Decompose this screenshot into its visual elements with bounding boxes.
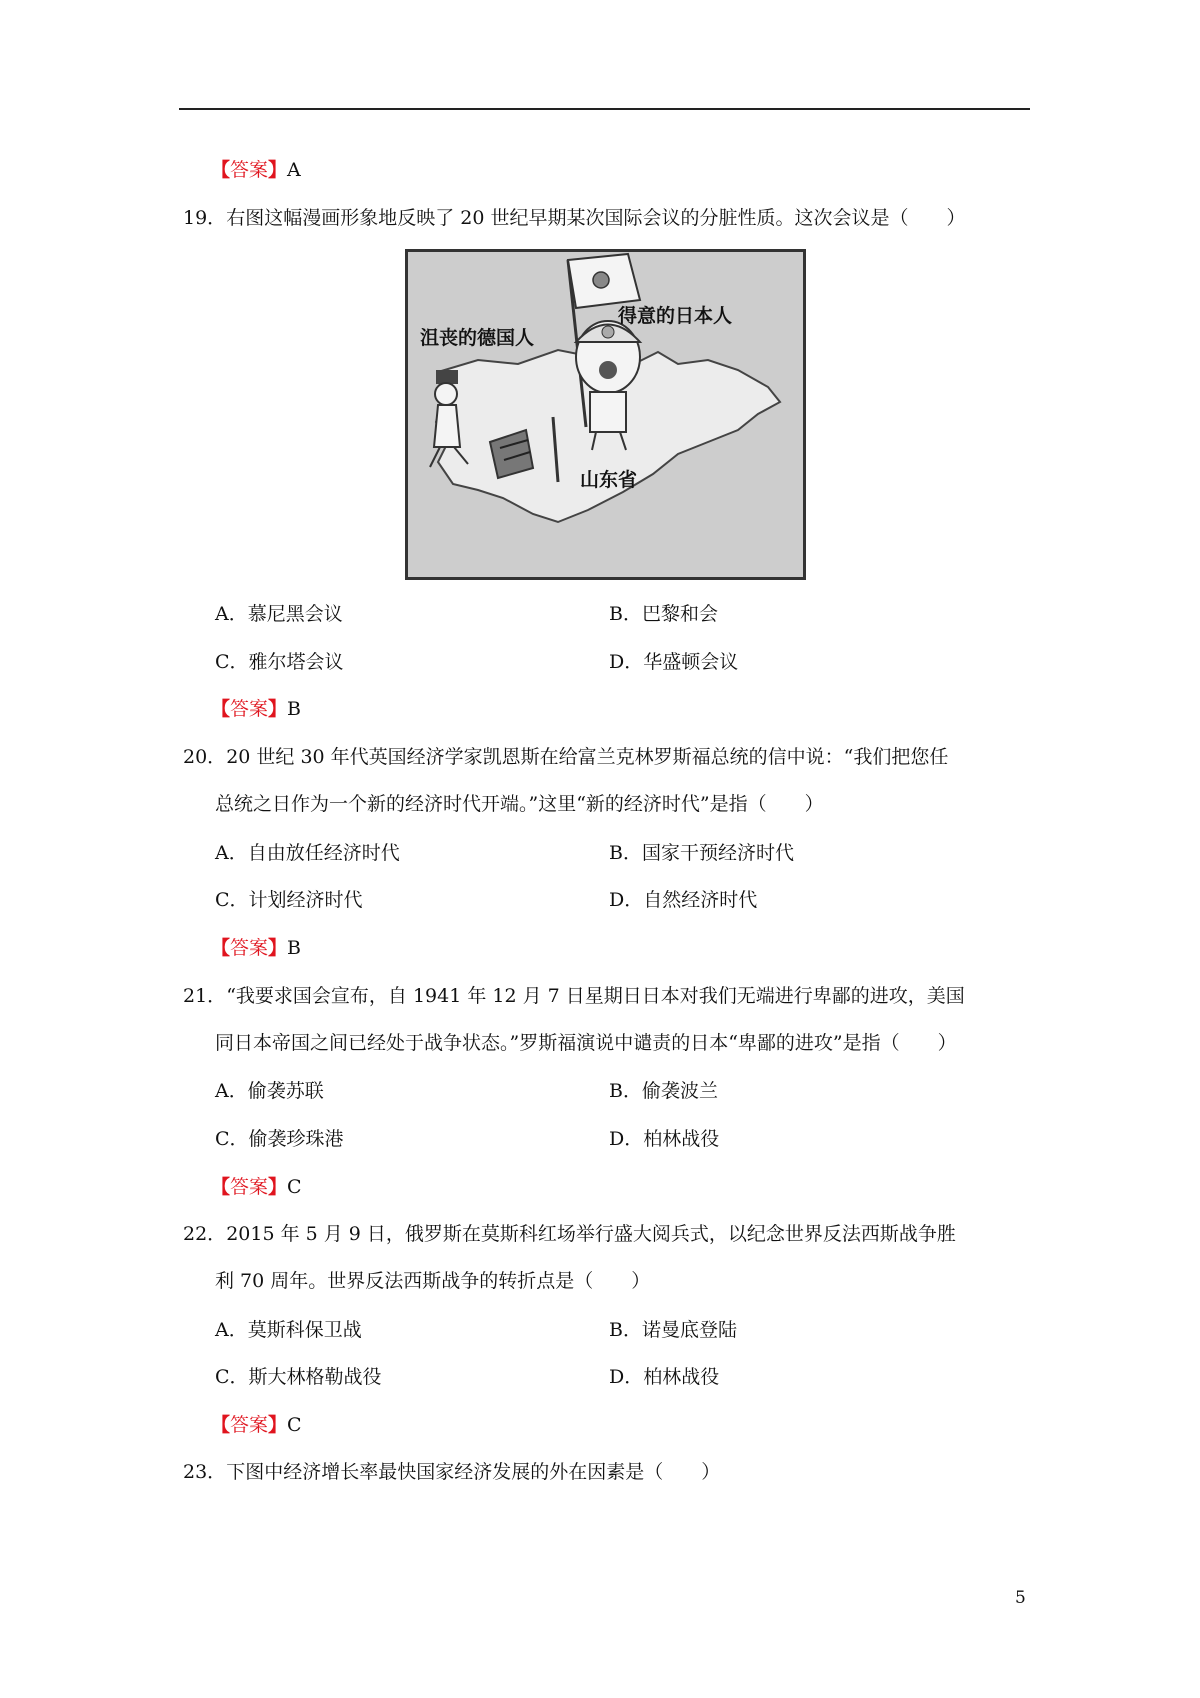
answer-22 bbox=[211, 1412, 302, 1438]
q21-option-b: B．偷袭波兰 bbox=[609, 1080, 718, 1102]
question-text-line1: “我要求国会宣布，自 1941 年 12 月 7 日星期日日本对我们无端进行卑鄙的进攻，美国 bbox=[226, 985, 965, 1007]
question-text: 右图这幅漫画形象地反映了 20 世纪早期某次国际会议的分脏性质。这次会议是（ ） bbox=[226, 207, 966, 229]
question-20 bbox=[183, 744, 948, 770]
question-21 bbox=[183, 983, 965, 1009]
answer-label: 答案 bbox=[230, 159, 269, 181]
q20-option-c: C．计划经济时代 bbox=[215, 889, 363, 911]
answer-bracket-open: 【 bbox=[211, 1176, 231, 1198]
question-21-line2: 同日本帝国之间已经处于战争状态。”罗斯福演说中谴责的日本“卑鄙的进攻”是指（ ） bbox=[215, 1032, 957, 1054]
answer-value: B bbox=[287, 698, 302, 720]
answer-bracket-close: 】 bbox=[268, 1414, 288, 1436]
answer-value: B bbox=[287, 937, 302, 959]
answer-bracket-open: 【 bbox=[211, 1414, 231, 1436]
q21-option-d: D．柏林战役 bbox=[609, 1128, 720, 1150]
label-province: 山东省 bbox=[580, 469, 638, 491]
question-number: 20． bbox=[183, 746, 227, 768]
question-20-line2: 总统之日作为一个新的经济时代开端。”这里“新的经济时代”是指（ ） bbox=[215, 793, 824, 815]
q19-option-a: A．慕尼黑会议 bbox=[215, 603, 343, 625]
answer-bracket-close: 】 bbox=[268, 937, 288, 959]
answer-label: 答案 bbox=[230, 937, 269, 959]
answer-19 bbox=[211, 696, 301, 722]
answer-bracket-open: 【 bbox=[211, 698, 231, 720]
q21-option-c: C．偷袭珍珠港 bbox=[215, 1128, 344, 1150]
page-number: 5 bbox=[1015, 1588, 1026, 1608]
answer-value: C bbox=[287, 1414, 302, 1436]
question-number: 22． bbox=[183, 1223, 227, 1245]
german-figure bbox=[436, 370, 458, 384]
q19-option-c: C．雅尔塔会议 bbox=[215, 651, 344, 673]
q22-option-b: B．诺曼底登陆 bbox=[609, 1319, 737, 1341]
q19-option-d: D．华盛顿会议 bbox=[609, 651, 739, 673]
answer-label: 答案 bbox=[230, 1414, 269, 1436]
header-rule bbox=[179, 108, 1030, 110]
q20-option-d: D．自然经济时代 bbox=[609, 889, 758, 911]
question-23 bbox=[183, 1459, 720, 1485]
question-number: 21． bbox=[183, 985, 227, 1007]
q22-option-a: A．莫斯科保卫战 bbox=[215, 1319, 362, 1341]
question-text-line1: 2015 年 5 月 9 日，俄罗斯在莫斯科红场举行盛大阅兵式，以纪念世界反法西斯战争胜 bbox=[226, 1223, 956, 1245]
answer-bracket-open: 【 bbox=[211, 937, 231, 959]
answer-label: 答案 bbox=[230, 698, 269, 720]
answer-bracket-close: 】 bbox=[268, 159, 288, 181]
answer-bracket-open: 【 bbox=[211, 159, 231, 181]
answer-bracket-close: 】 bbox=[268, 698, 288, 720]
question-22 bbox=[183, 1221, 956, 1247]
label-germany: 沮丧的德国人 bbox=[420, 327, 535, 349]
answer-value: C bbox=[287, 1176, 302, 1198]
q21-option-a: A．偷袭苏联 bbox=[215, 1080, 324, 1102]
q19-option-b: B．巴黎和会 bbox=[609, 603, 718, 625]
q22-option-d: D．柏林战役 bbox=[609, 1366, 720, 1388]
q22-option-c: C．斯大林格勒战役 bbox=[215, 1366, 382, 1388]
question-text: 下图中经济增长率最快国家经济发展的外在因素是（ ） bbox=[226, 1461, 721, 1483]
question-text-line1: 20 世纪 30 年代英国经济学家凯恩斯在给富兰克林罗斯福总统的信中说：“我们把您任 bbox=[226, 746, 949, 768]
answer-bracket-close: 】 bbox=[268, 1176, 288, 1198]
answer-value: A bbox=[287, 159, 301, 181]
question-19 bbox=[183, 205, 965, 231]
answer-21 bbox=[211, 1174, 302, 1200]
q20-option-a: A．自由放任经济时代 bbox=[215, 842, 400, 864]
answer-20 bbox=[211, 935, 301, 961]
answer-label: 答案 bbox=[230, 1176, 269, 1198]
q20-option-b: B．国家干预经济时代 bbox=[609, 842, 794, 864]
question-number: 23． bbox=[183, 1461, 227, 1483]
question-22-line2: 利 70 周年。世界反法西斯战争的转折点是（ ） bbox=[215, 1270, 651, 1292]
question-number: 19． bbox=[183, 207, 227, 229]
cartoon-image bbox=[405, 249, 806, 580]
label-japan: 得意的日本人 bbox=[618, 305, 733, 327]
answer-18 bbox=[211, 157, 301, 183]
